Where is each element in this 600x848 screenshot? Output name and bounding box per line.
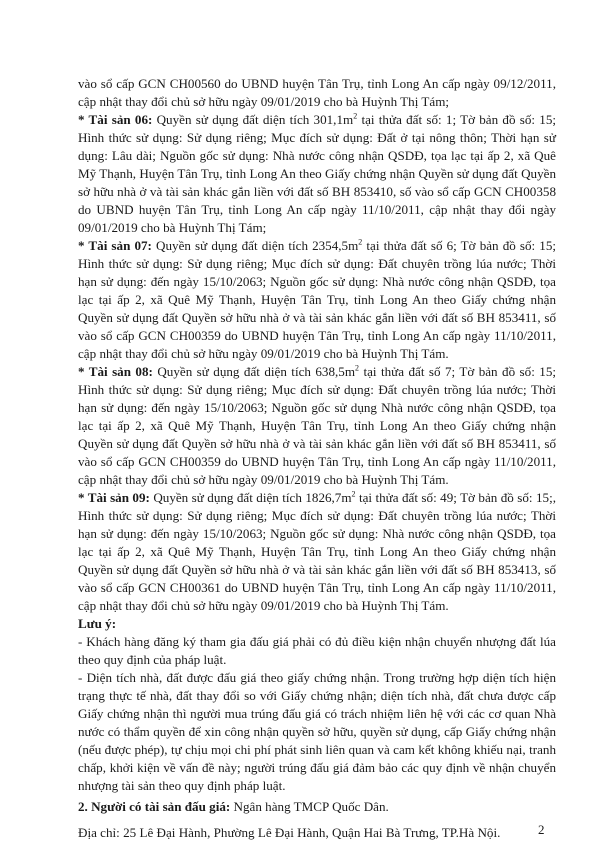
owner-address: Địa chỉ: 25 Lê Đại Hành, Phường Lê Đại Hành, Quận Hai Bà Trưng, TP.Hà Nội. <box>78 825 501 840</box>
owner-section-label: 2. Người có tài sản đấu giá: <box>78 799 231 814</box>
asset-07-paragraph <box>78 237 556 363</box>
asset-06-lead: * Tài sản 06: <box>78 112 153 127</box>
owner-section-value: Ngân hàng TMCP Quốc Dân. <box>230 799 389 814</box>
asset-09-area: Quyền sử dụng đất diện tích 1826,7m <box>149 490 352 505</box>
owner-section <box>78 798 556 816</box>
asset-09-sup: 2 <box>351 489 356 499</box>
asset-07-area: Quyền sử dụng đất diện tích 2354,5m <box>151 238 359 253</box>
intro-paragraph: vào sổ cấp GCN CH00560 do UBND huyện Tân Trụ, tỉnh Long An cấp ngày 09/12/2011, cập nhật thay đổi chủ sở hữu ngày 09/01/2019 cho bà Huỳnh Thị Tám; <box>78 76 556 109</box>
asset-06-text: tại thửa đất số: 1; Tờ bản đồ số: 15; Hình thức sử dụng: Sử dụng riêng; Mục đích sử dụng: Đất ở tại nông thôn; Thời hạn sử dụng: Lâu dài; Nguồn gốc sử dụng: Nhà nước công nhận QSDĐ, tọa lạc tại ấp 2, xã Quê Mỹ Thạnh, Huyện Tân Trụ, tỉnh Long An theo Giấy chứng nhận Quyền sử dụng đất Quyền sở hữu nhà ở và tài sản khác gắn liền với đất số BH 853410, số vào sổ cấp GCN CH00358 do UBND huyện Tân Trụ, tỉnh Long An cấp ngày 11/10/2011, cập nhật thay đổi ngày 09/01/2019 cho bà Huỳnh Thị Tám; <box>78 112 557 235</box>
asset-07-text: tại thửa đất số 6; Tờ bản đồ số: 15; Hình thức sử dụng: Sử dụng riêng; Mục đích sử dụng: Đất chuyên trồng lúa nước; Thời hạn sử dụng: đến ngày 15/10/2063; Nguồn gốc sử dụng: Nhà nước công nhận QSDĐ, tọa lạc tại ấp 2, xã Quê Mỹ Thạnh, Huyện Tân Trụ, tỉnh Long An theo Giấy chứng nhận Quyền sử dụng đất Quyền sở hữu nhà ở và tài sản khác gắn liền với đất số BH 853411, số vào sổ cấp GCN CH00359 do UBND huyện Tân Trụ, tỉnh Long An cấp ngày 11/10/2011, cập nhật thay đổi chủ sở hữu ngày 09/01/2019 cho bà Huỳnh Thị Tám. <box>78 238 557 361</box>
asset-06-sup: 2 <box>353 111 358 121</box>
note-item-1: - Khách hàng đăng ký tham gia đấu giá phải có đủ điều kiện nhận chuyển nhượng đất lúa theo quy định của pháp luật. <box>78 634 556 667</box>
asset-08-lead: * Tài sản 08: <box>78 364 153 379</box>
page-number: 2 <box>538 822 545 837</box>
asset-09-text: tại thửa đất số: 49; Tờ bản đồ số: 15;, Hình thức sử dụng: Sử dụng riêng; Mục đích sử dụng: Đất chuyên trồng lúa nước; Thời hạn sử dụng: đến ngày 15/10/2063; Nguồn gốc sử dụng: Nhà nước công nhận QSDĐ, tọa lạc tại ấp 2, xã Quê Mỹ Thạnh, Huyện Tân Trụ, tỉnh Long An theo Giấy chứng nhận Quyền sử dụng đất Quyền sở hữu nhà ở và tài sản khác gắn liền với đất số BH 853413, số vào sổ cấp GCN CH00361 do UBND huyện Tân Trụ, tỉnh Long An cấp ngày 11/10/2011, cập nhật thay đổi chủ sở hữu ngày 09/01/2019 cho bà Huỳnh Thị Tám. <box>78 490 556 613</box>
asset-08-text: tại thửa đất số 7; Tờ bản đồ số: 15; Hình thức sử dụng: Sử dụng riêng; Mục đích sử dụng: Đất chuyên trồng lúa nước; Thời hạn sử dụng: đến ngày 15/10/2063; Nguồn gốc sử dụng Nhà nước công nhận QSDĐ, tọa lạc tại ấp 2, xã Quê Mỹ Thạnh, Huyện Tân Trụ, tỉnh Long An theo Giấy chứng nhận Quyền sử dụng đất Quyền sở hữu nhà ở và tài sản khác gắn liền với đất số BH 853411, số vào sổ cấp GCN CH00359 do UBND huyện Tân Trụ, tỉnh Long An cấp ngày 11/10/2011, cập nhật thay đổi chủ sở hữu ngày 09/01/2019 cho bà Huỳnh Thị Tám. <box>78 364 556 487</box>
asset-06-area: Quyền sử dụng đất diện tích 301,1m <box>152 112 354 127</box>
note-heading: Lưu ý: <box>78 616 117 631</box>
asset-07-sup: 2 <box>358 237 363 247</box>
asset-09-lead: * Tài sản 09: <box>78 490 150 505</box>
note-item-2: - Diện tích nhà, đất được đấu giá theo giấy chứng nhận. Trong trường hợp diện tích hiện trạng thực tế nhà, đất thay đổi so với Giấy chứng nhận; diện tích nhà, đất chưa được cấp Giấy chứng nhận thì người mua trúng đấu giá có trách nhiệm liên hệ với các cơ quan Nhà nước có thẩm quyền để xin công nhận quyền sở hữu, quyền sử dụng, cấp Giấy chứng nhận (nếu được phép), tự chịu mọi chi phí phát sinh liên quan và cam kết không khiếu nại, tranh chấp, khởi kiện về vấn đề này; người trúng đấu giá đảm bảo các quy định về nhận chuyển nhượng tài sản theo quy định pháp luật. <box>78 670 556 793</box>
asset-08-area: Quyền sử dụng đất diện tích 638,5m <box>152 364 356 379</box>
asset-06-paragraph <box>78 111 556 237</box>
document-body <box>78 75 556 842</box>
asset-08-sup: 2 <box>355 363 360 373</box>
asset-09-paragraph <box>78 489 556 615</box>
asset-07-lead: * Tài sản 07: <box>78 238 152 253</box>
asset-08-paragraph <box>78 363 556 489</box>
